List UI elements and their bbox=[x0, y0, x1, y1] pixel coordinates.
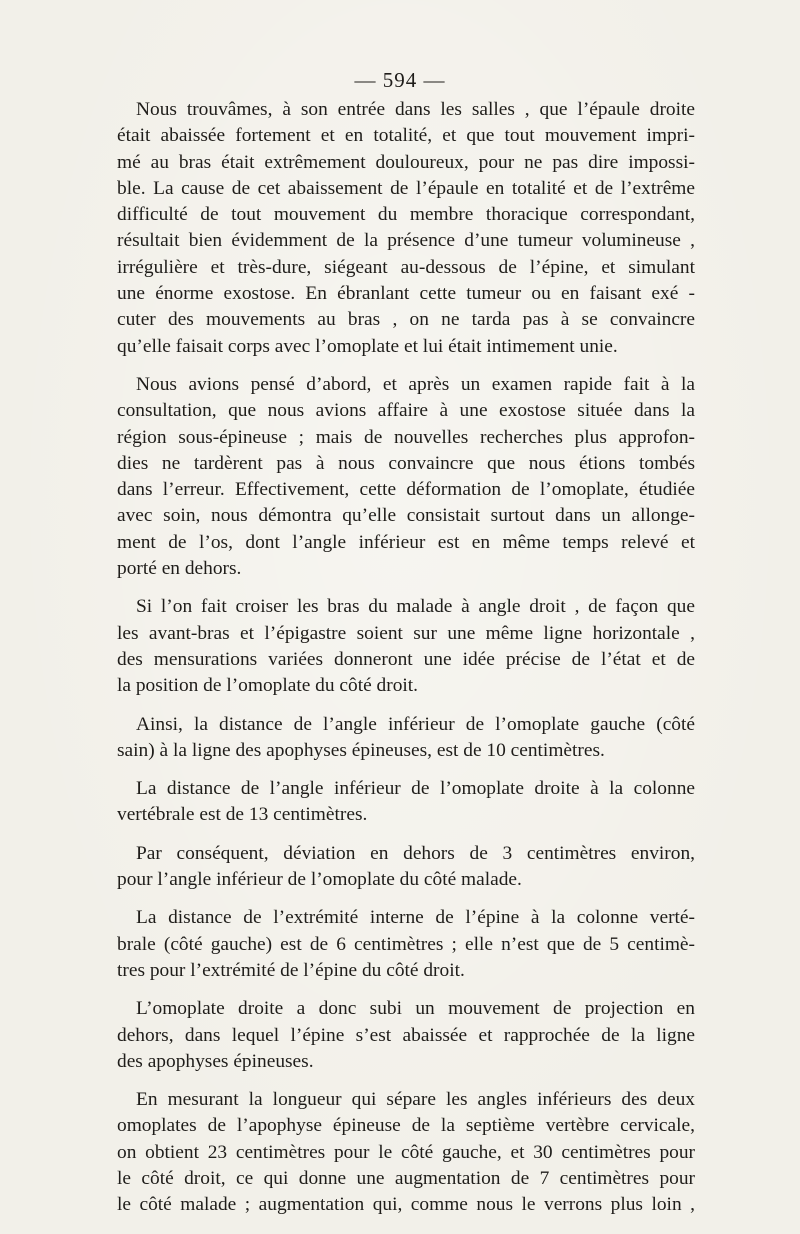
text-line: consultation, que nous avions affaire à une exostose située dans la bbox=[117, 400, 695, 422]
text-line: cuter des mouvements au bras , on ne tarda pas à se convaincre bbox=[117, 309, 695, 331]
paragraph bbox=[117, 372, 695, 582]
text-line: porté en dehors. bbox=[117, 558, 242, 580]
paragraph bbox=[117, 1087, 695, 1218]
page-number: — 594 — bbox=[354, 68, 446, 92]
text-line: sain) à la ligne des apophyses épineuses, est de 10 centimètres. bbox=[117, 739, 605, 761]
text-line: irrégulière et très-dure, siégeant au-dessous de l’épine, et simulant bbox=[117, 256, 695, 278]
text-line: était abaissée fortement et en totalité, et que tout mouvement impri- bbox=[117, 125, 695, 147]
paragraph bbox=[117, 594, 695, 699]
text-line: la position de l’omoplate du côté droit. bbox=[117, 675, 419, 697]
text-line: pour l’angle inférieur de l’omoplate du côté malade. bbox=[117, 869, 522, 891]
text-line: L’omoplate droite a donc subi un mouvement de projection en bbox=[136, 998, 695, 1020]
text-line: brale (côté gauche) est de 6 centimètres ; elle n’est que de 5 centimè- bbox=[117, 933, 695, 955]
text-line: le côté malade ; augmentation qui, comme nous le verrons plus loin , bbox=[117, 1194, 695, 1216]
text-line: La distance de l’angle inférieur de l’omoplate droite à la colonne bbox=[136, 778, 695, 800]
text-line: ble. La cause de cet abaissement de l’épaule en totalité et de l’extrême bbox=[117, 177, 695, 199]
text-line: difficulté de tout mouvement du membre thoracique correspondant, bbox=[117, 204, 695, 226]
text-line: des apophyses épineuses. bbox=[117, 1050, 314, 1072]
text-line: on obtient 23 centimètres pour le côté gauche, et 30 centimètres pour bbox=[117, 1141, 695, 1163]
text-line: mé au bras était extrêmement douloureux, pour ne pas dire impossi- bbox=[117, 151, 695, 173]
text-line: le côté droit, ce qui donne une augmentation de 7 centimètres pour bbox=[117, 1167, 695, 1189]
paragraph bbox=[117, 776, 695, 829]
text-line: La distance de l’extrémité interne de l’épine à la colonne verté- bbox=[136, 907, 695, 929]
text-line: une énorme exostose. En ébranlant cette tumeur ou en faisant exé - bbox=[117, 283, 695, 305]
text-line: omoplates de l’apophyse épineuse de la septième vertèbre cervicale, bbox=[117, 1115, 695, 1137]
text-line: qu’elle faisait corps avec l’omoplate et lui était intimement unie. bbox=[117, 335, 618, 357]
text-line: En mesurant la longueur qui sépare les angles inférieurs des deux bbox=[136, 1089, 695, 1111]
text-line: les avant-bras et l’épigastre soient sur une même ligne horizontale , bbox=[117, 622, 695, 644]
body-text bbox=[117, 97, 695, 1231]
paragraph bbox=[117, 712, 695, 765]
text-line: ment de l’os, dont l’angle inférieur est en même temps relevé et bbox=[117, 531, 695, 553]
text-line: Ainsi, la distance de l’angle inférieur de l’omoplate gauche (côté bbox=[136, 713, 695, 735]
text-line: dehors, dans lequel l’épine s’est abaissée et rapprochée de la ligne bbox=[117, 1024, 695, 1046]
text-line: dans l’erreur. Effectivement, cette déformation de l’omoplate, étudiée bbox=[117, 479, 695, 501]
text-line: tres pour l’extrémité de l’épine du côté droit. bbox=[117, 959, 465, 981]
paragraph bbox=[117, 841, 695, 894]
text-line: région sous-épineuse ; mais de nouvelles recherches plus approfon- bbox=[117, 426, 695, 448]
text-line: Par conséquent, déviation en dehors de 3 centimètres environ, bbox=[136, 842, 695, 864]
text-line: dies ne tardèrent pas à nous convaincre que nous étions tombés bbox=[117, 452, 695, 474]
paragraph bbox=[117, 97, 695, 360]
text-line: vertébrale est de 13 centimètres. bbox=[117, 804, 368, 826]
paragraph bbox=[117, 996, 695, 1075]
text-line: Nous trouvâmes, à son entrée dans les salles , que l’épaule droite bbox=[136, 99, 695, 120]
text-line: avec soin, nous démontra qu’elle consistait surtout dans un allonge- bbox=[117, 505, 695, 527]
text-line: Nous avions pensé d’abord, et après un examen rapide fait à la bbox=[136, 373, 695, 395]
text-line: des mensurations variées donneront une idée précise de l’état et de bbox=[117, 648, 695, 670]
text-line: résultait bien évidemment de la présence d’une tumeur volumineuse , bbox=[117, 230, 695, 252]
text-line: Si l’on fait croiser les bras du malade à angle droit , de façon que bbox=[136, 596, 695, 618]
paragraph bbox=[117, 905, 695, 984]
